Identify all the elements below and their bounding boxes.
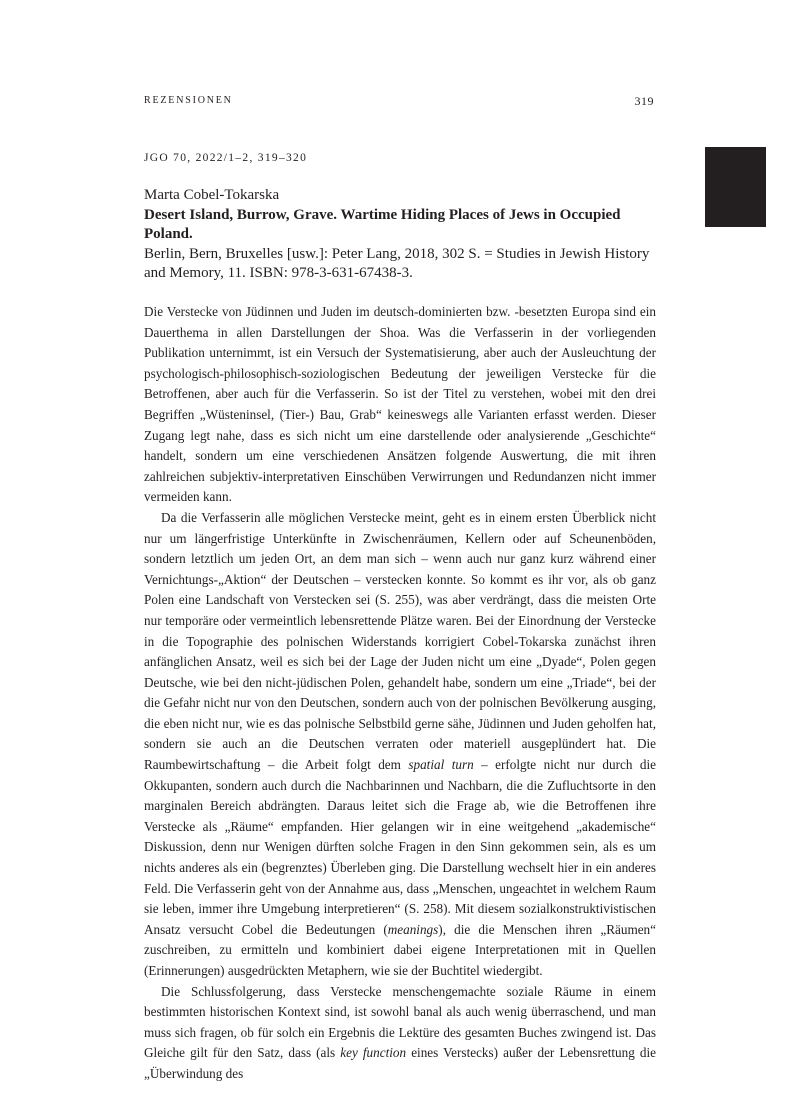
review-paragraph: Da die Verfasserin alle möglichen Verstecke meint, geht es in einem ersten Überblick nicht nur um längerfristige Unterkünfte in Zwischenräumen, Kellern oder auf Scheunenböden, sondern letztlich um jeden Ort, an dem man sich – wenn auch nur ganz kurz während einer Vernichtungs-„Aktion“ der Deutschen – verstecken konnte. So kommt es ihr vor, als ob ganz Polen eine Landschaft von Verstecken sei (S. 255), was aber verdrängt, dass die meisten Orte nur temporäre oder vermeintlich lebensrettende Plätze waren. Bei der Einordnung der Verstecke in die Topographie des polnischen Widerstands korrigiert Cobel-Tokarska zunächst ihren anfänglichen Ansatz, weil es sich bei der Lage der Juden nicht um eine „Dyade“, Polen gegen Deutsche, wie bei den nicht-jüdischen Polen, gehandelt habe, sondern um eine „Triade“, bei der die Gefahr nicht nur von den Deutschen, sondern auch von der polnischen Bevölkerung ausging, die eben nicht nur, wie es das polnische Selbstbild gerne sähe, Jüdinnen und Juden geholfen hat, sondern sie auch an die Deutschen verraten oder materiell ausgeplündert hat. Die Raumbewirtschaftung – die Arbeit folgt dem spatial turn – erfolgte nicht nur durch die Okkupanten, sondern auch durch die Nachbarinnen und Nachbarn, die die Zufluchtsorte in den marginalen Bereich abdrängten. Daraus leitet sich die Frage ab, wie die Betroffenen ihre Verstecke als „Räume“ empfanden. Hier gelangen wir in eine weitgehend „akademische“ Diskussion, denn nur Wenigen dürften solche Fragen in den Sinn gekommen sein, als es um nichts anderes als ein (begrenztes) Überleben ging. Die Darstellung wechselt hier in ein anderes Feld. Die Verfasserin geht von der Annahme aus, dass „Menschen, ungeachtet in welchem Raum sie leben, immer ihre Umgebung interpretieren“ (S. 258). Mit diesem sozialkonstruktivistischen Ansatz versucht Cobel die Bedeutungen (meanings), die die Menschen ihren „Räumen“ zuschreiben, zu ermitteln und kombiniert dabei eigene Interpretationen mit in Quellen (Erinnerungen) ausgedrückten Metaphern, wie sie der Buchtitel wiedergibt. <box>144 509 656 978</box>
review-paragraph: Die Verstecke von Jüdinnen und Juden im deutsch-dominierten bzw. -besetzten Europa sind ein Dauerthema in allen Darstellungen der Shoa. Was die Verfasserin in der vorliegenden Publikation unternimmt, ist ein Versuch der Systematisierung, aber auch der Ausleuchtung der psychologisch-philosophisch-soziologischen Bedeutung der jeweiligen Verstecke für die Betroffenen, aber auch für die Verfasserin. So ist der Titel zu verstehen, wobei mit den drei Begriffen „Wüsteninsel, (Tier-) Bau, Grab“ keineswegs alle Varianten erfasst werden. Dieser Zugang legt nahe, dass es sich nicht um eine darstellende oder analysierende „Geschichte“ handelt, sondern um eine verschiedenen Ansätzen folgende Auswertung, die mit ihren zahlreichen subjektiv-interpretativen Einschüben Verwirrungen und Redundanzen nicht immer vermeiden kann. <box>144 304 656 505</box>
italic-term: spatial turn <box>408 757 474 773</box>
thumb-index-tab <box>705 147 766 227</box>
section-title: REZENSIONEN <box>144 95 233 106</box>
book-author: Marta Cobel-Tokarska <box>144 187 280 203</box>
review-body <box>144 302 656 1085</box>
italic-term: meanings <box>387 921 439 937</box>
page-number: 319 <box>634 94 654 108</box>
book-reference <box>144 186 664 284</box>
review-paragraph: Die Schlussfolgerung, dass Verstecke menschengemachte soziale Räume in einem bestimmten historischen Kontext sind, ist sowohl banal als auch wenig überraschend, und man muss sich fragen, ob für solch ein Ergebnis die Lektüre des gesamten Buches zwingend ist. Das Gleiche gilt für den Satz, dass (als key function eines Verstecks) außer der Lebensrettung die „Überwindung des <box>144 983 657 1081</box>
italic-term: key function <box>340 1045 407 1061</box>
book-imprint: Berlin, Bern, Bruxelles [usw.]: Peter Lang, 2018, 302 S. = Studies in Jewish History and Memory, 11. ISBN: 978-3-631-67438-3. <box>144 245 650 281</box>
journal-citation: JGO 70, 2022/1–2, 319–320 <box>144 152 308 164</box>
book-title: Desert Island, Burrow, Grave. Wartime Hiding Places of Jews in Occupied Poland. <box>144 206 621 242</box>
running-head <box>144 95 654 111</box>
